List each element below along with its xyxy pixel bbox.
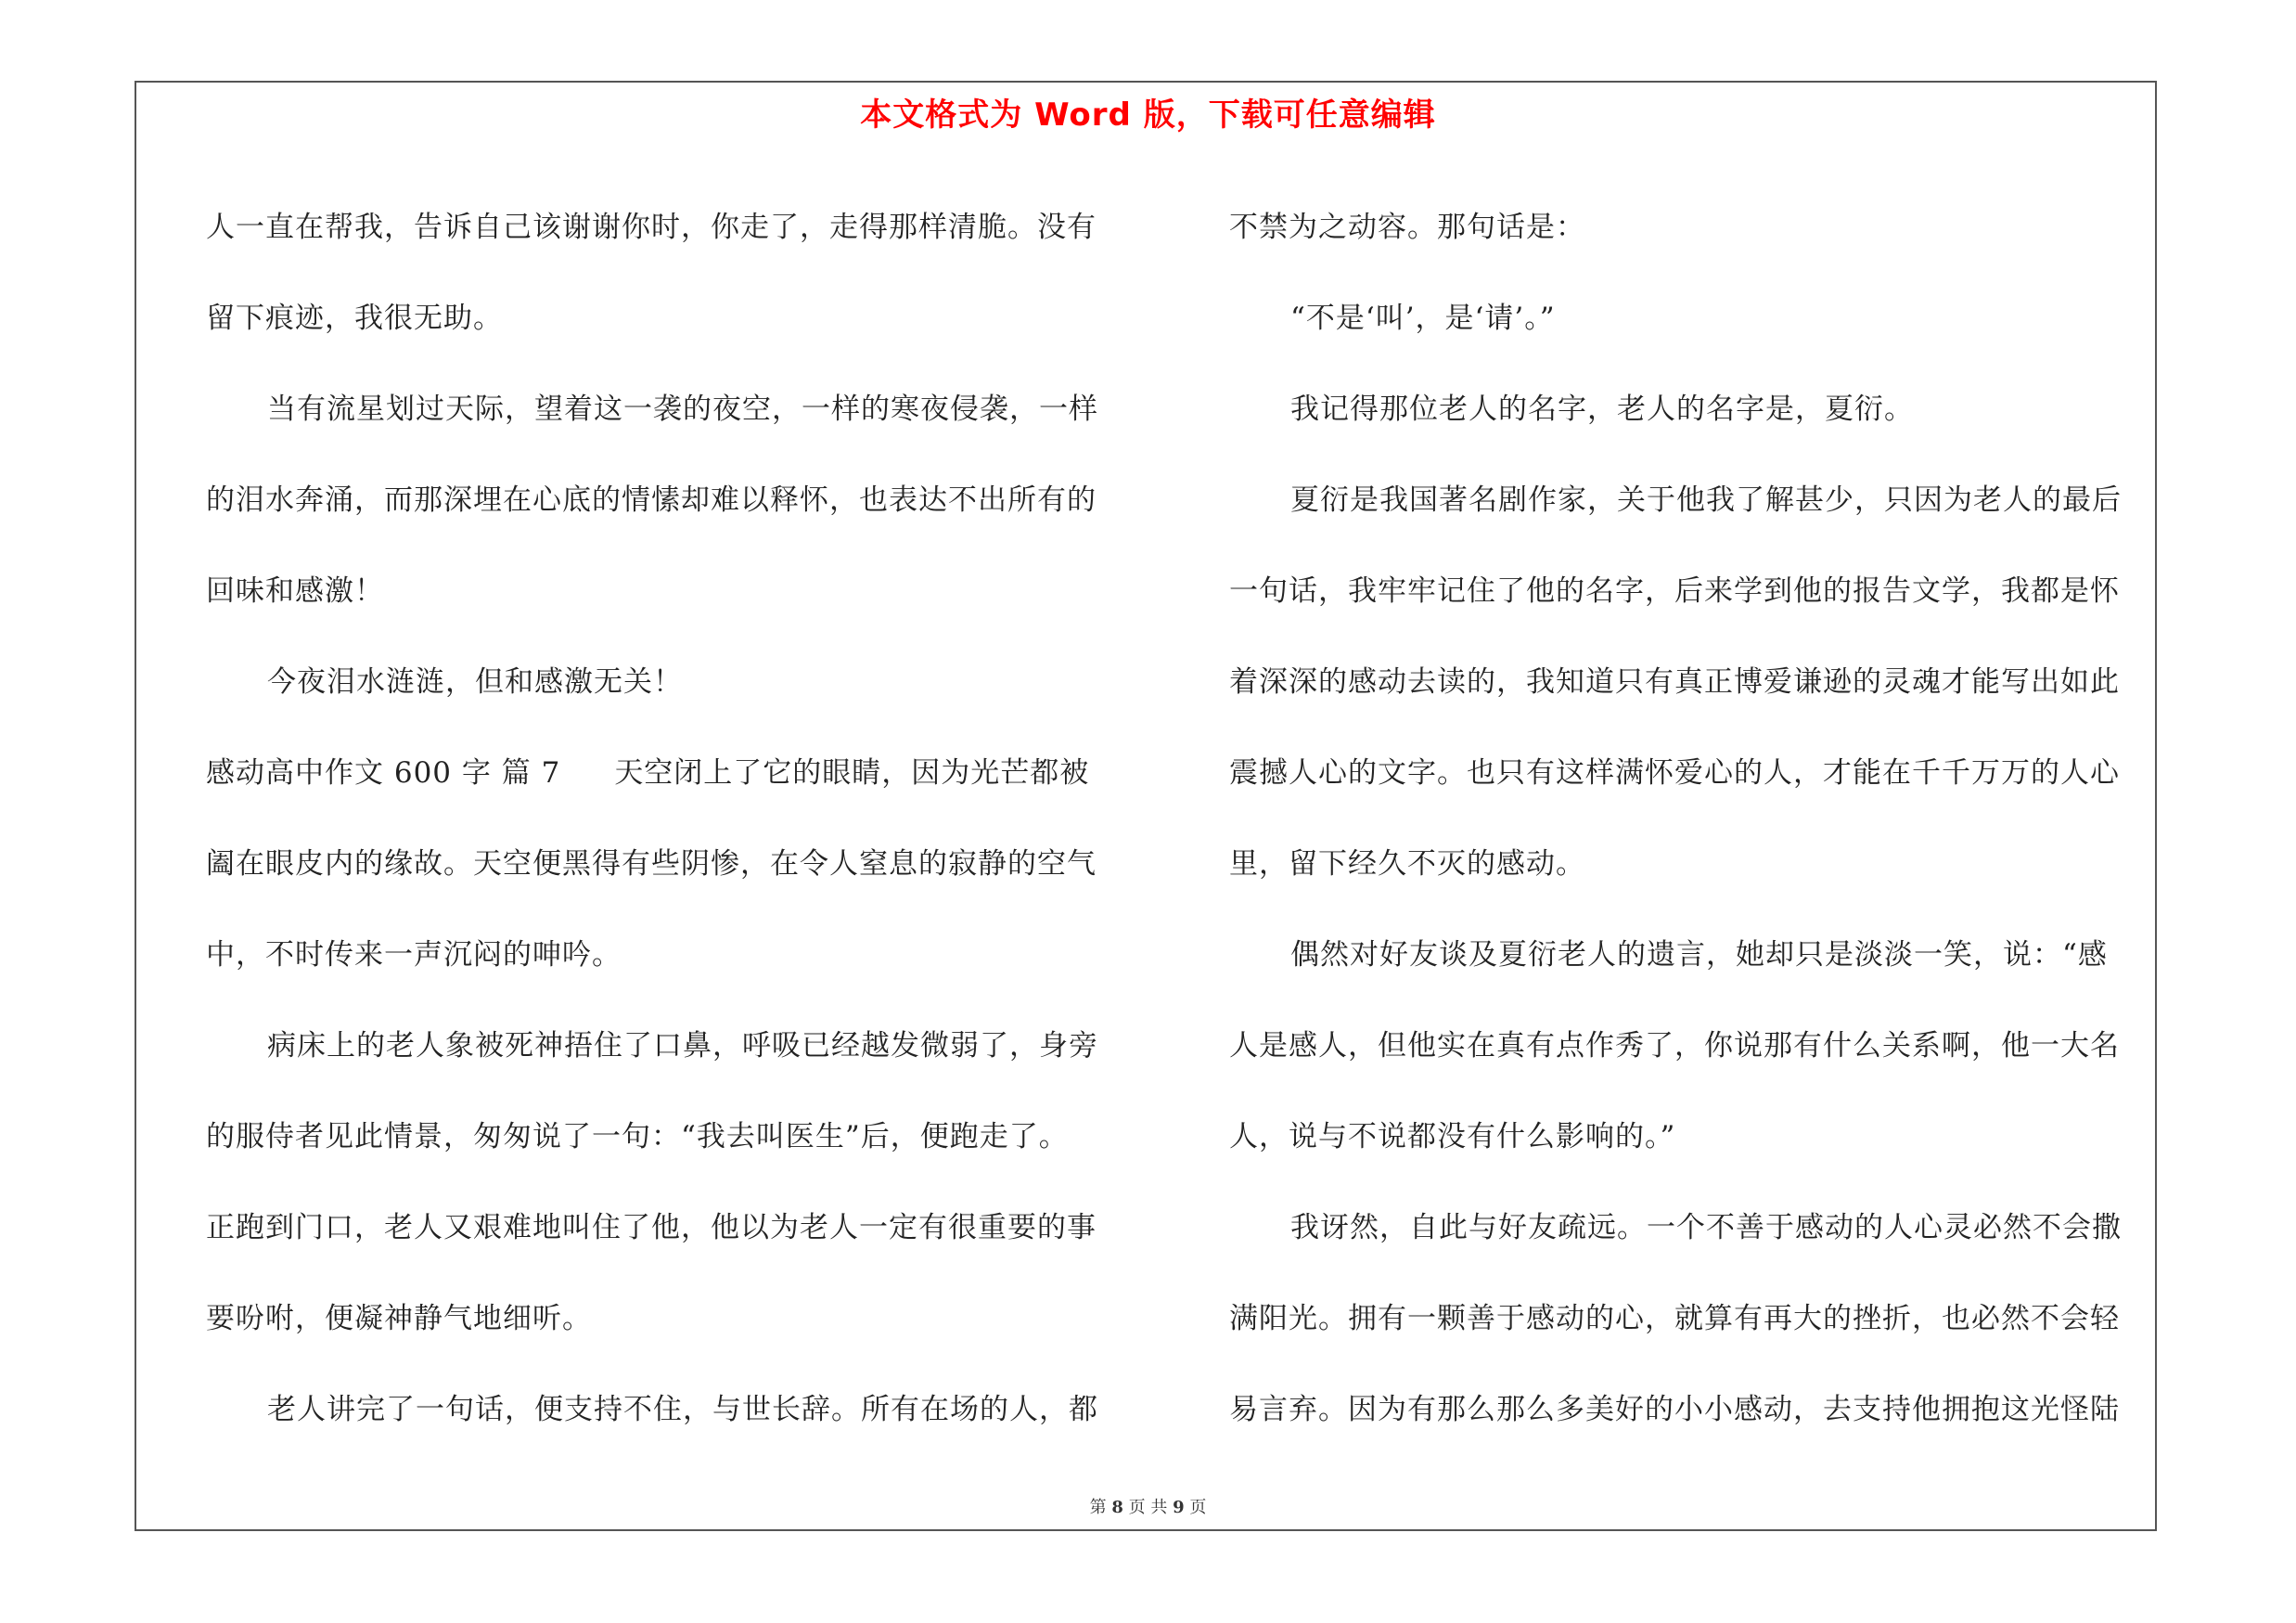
footer-prefix: 第 <box>1089 1498 1107 1517</box>
footer-middle: 页 共 <box>1128 1498 1168 1517</box>
paragraph-line: 阖在眼皮内的缘故。天空便黑得有些阴惨，在令人窒息的寂静的空气 <box>206 847 1097 881</box>
footer-suffix: 页 <box>1189 1498 1207 1517</box>
paragraph-line: 我记得那位老人的名字，老人的名字是，夏衍。 <box>1290 393 1914 426</box>
current-page-number: 8 <box>1111 1498 1123 1517</box>
paragraph-line: 当有流星划过天际，望着这一袭的夜空，一样的寒夜侵袭，一样 <box>267 393 1098 426</box>
paragraph-line: 满阳光。拥有一颗善于感动的心，就算有再大的挫折，也必然不会轻 <box>1229 1302 2120 1335</box>
right-column <box>1229 182 2150 1455</box>
paragraph-line: 人是感人，但他实在真有点作秀了，你说那有什么关系啊，他一大名 <box>1229 1029 2120 1063</box>
paragraph-line: 我讶然，自此与好友疏远。一个不善于感动的人心灵必然不会撒 <box>1290 1211 2122 1244</box>
paragraph-line: 病床上的老人象被死神捂住了口鼻，呼吸已经越发微弱了，身旁 <box>267 1029 1098 1063</box>
section-line <box>206 728 1143 818</box>
paragraph-line: 老人讲完了一句话，便支持不住，与世长辞。所有在场的人，都 <box>267 1393 1098 1426</box>
paragraph-line: “不是‘叫’，是‘请’。” <box>1290 302 1556 335</box>
paragraph-line: 易言弃。因为有那么那么多美好的小小感动，去支持他拥抱这光怪陆 <box>1229 1393 2120 1426</box>
paragraph-line: 夏衍是我国著名剧作家，关于他我了解甚少，只因为老人的最后 <box>1290 483 2122 517</box>
paragraph-line: 一句话，我牢牢记住了他的名字，后来学到他的报告文学，我都是怀 <box>1229 574 2120 608</box>
paragraph-line: 着深深的感动去读的，我知道只有真正博爱谦逊的灵魂才能写出如此 <box>1229 665 2120 699</box>
paragraph-line: 偶然对好友谈及夏衍老人的遗言，她却只是淡淡一笑，说：“感 <box>1290 938 2108 972</box>
paragraph-line: 的服侍者见此情景，匆匆说了一句：“我去叫医生”后，便跑走了。 <box>206 1120 1069 1153</box>
paragraph-line: 正跑到门口，老人又艰难地叫住了他，他以为老人一定有很重要的事 <box>206 1211 1097 1244</box>
format-banner: 本文格式为 Word 版，下载可任意编辑 <box>860 97 1436 134</box>
section-heading: 感动高中作文 600 字 篇 7 <box>206 756 561 790</box>
paragraph-line: 今夜泪水涟涟，但和感激无关！ <box>267 665 683 699</box>
paragraph-line: 人一直在帮我，告诉自己该谢谢你时，你走了，走得那样清脆。没有 <box>206 211 1097 244</box>
page-footer <box>0 1494 2296 1518</box>
paragraph-line: 回味和感激！ <box>206 574 384 608</box>
paragraph-line: 留下痕迹，我很无助。 <box>206 302 503 335</box>
left-column <box>206 182 1143 1455</box>
paragraph-line: 里，留下经久不灭的感动。 <box>1229 847 1585 881</box>
paragraph-line: 震撼人心的文字。也只有这样满怀爱心的人，才能在千千万万的人心 <box>1229 756 2120 790</box>
paragraph-line: 不禁为之动容。那句话是： <box>1229 211 1585 244</box>
paragraph-line: 中，不时传来一声沉闷的呻吟。 <box>206 938 622 972</box>
paragraph-line: 人，说与不说都没有什么影响的。” <box>1229 1120 1676 1153</box>
total-page-number: 9 <box>1173 1498 1185 1517</box>
paragraph-line: 的泪水奔涌，而那深埋在心底的情愫却难以释怀，也表达不出所有的 <box>206 483 1097 517</box>
paragraph-line: 要吩咐，便凝神静气地细听。 <box>206 1302 592 1335</box>
paragraph-text: 天空闭上了它的眼睛，因为光芒都被 <box>614 756 1090 790</box>
